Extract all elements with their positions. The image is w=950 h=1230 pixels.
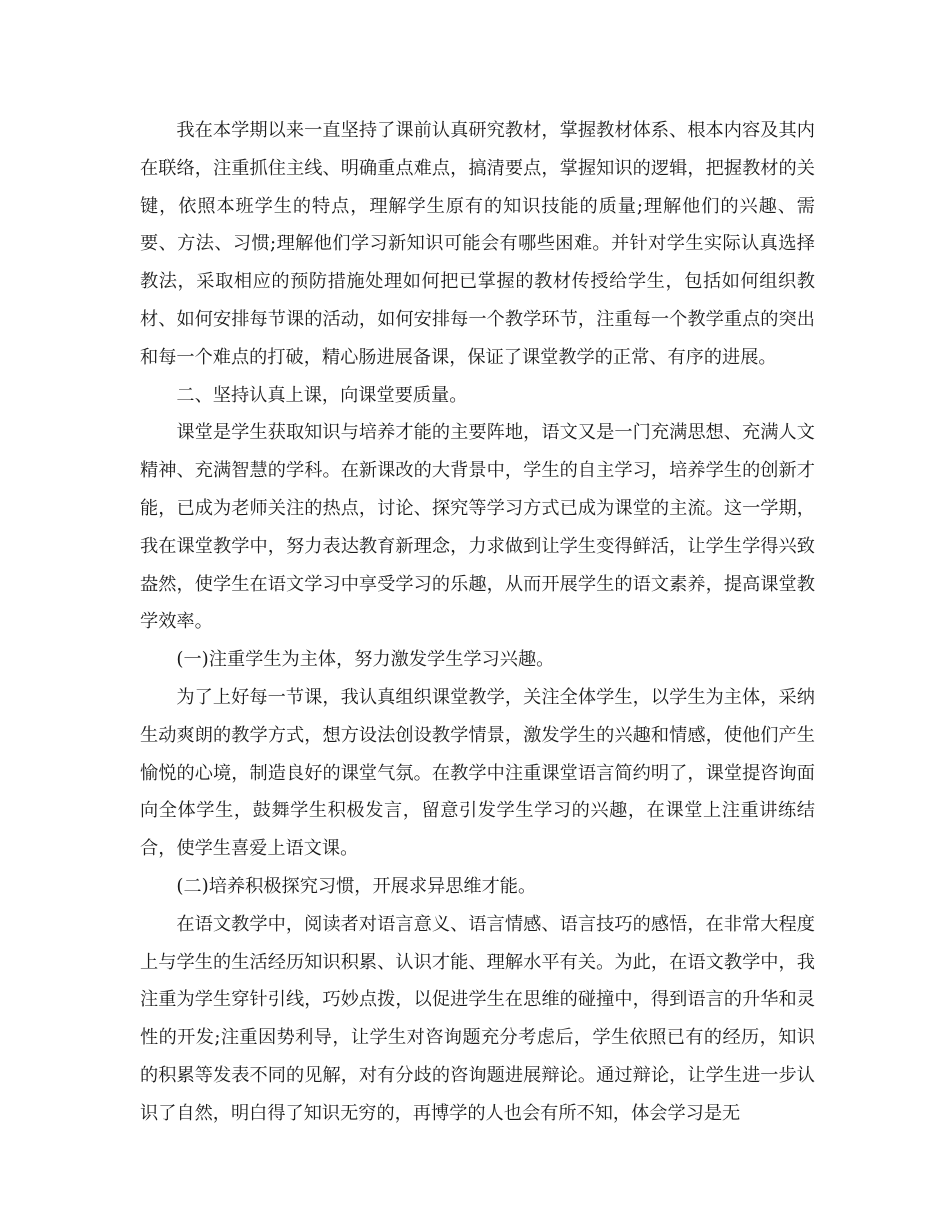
paragraph-student-interest: 为了上好每一节课，我认真组织课堂教学，关注全体学生，以学生为主体，采纳生动爽朗的教学方式，想方设法创设教学情景，激发学生的兴趣和情感，使他们产生愉悦的心境，制造良好的课堂气氛。在教学中注重课堂语言简约明了，课堂提咨询面向全体学生，鼓舞学生积极发言，留意引发学生学习的兴趣，在课堂上注重讲练结合，使学生喜爱上语文课。 [140, 686, 815, 860]
subsection-heading-inquiry-habits: (二)培养积极探究习惯，开展求异思维才能。 [176, 875, 537, 897]
document-body [140, 112, 815, 1133]
paragraph-lesson-preparation: 我在本学期以来一直坚持了课前认真研究教材，掌握教材体系、根本内容及其内在联络，注重抓住主线、明确重点难点，搞清要点，掌握知识的逻辑，把握教材的关键，依照本班学生的特点，理解学生原有的知识技能的质量;理解他们的兴趣、需要、方法、习惯;理解他们学习新知识可能会有哪些困难。并针对学生实际认真选择教法，采取相应的预防措施处理如何把已掌握的教材传授给学生，包括如何组织教材、如何安排每节课的活动，如何安排每一个教学环节，注重每一个教学重点的突出和每一个难点的打破，精心肠进展备课，保证了课堂教学的正常、有序的进展。 [140, 120, 815, 368]
paragraph-classroom-teaching: 课堂是学生获取知识与培养才能的主要阵地，语文又是一门充满思想、充满人文精神、充满智慧的学科。在新课改的大背景中，学生的自主学习，培养学生的创新才能，已成为老师关注的热点，讨论、探究等学习方式已成为课堂的主流。这一学期，我在课堂教学中，努力表达教育新理念，力求做到让学生变得鲜活，让学生学得兴致盎然，使学生在语文学习中享受学习的乐趣，从而开展学生的语文素养，提高课堂教学效率。 [140, 422, 815, 633]
paragraph-inquiry-thinking: 在语文教学中，阅读者对语言意义、语言情感、语言技巧的感悟，在非常大程度上与学生的生活经历知识积累、认识才能、理解水平有关。为此，在语文教学中，我注重为学生穿针引线，巧妙点拨，以促进学生在思维的碰撞中，得到语言的升华和灵性的开发;注重因势利导，让学生对咨询题充分考虑后，学生依照已有的经历，知识的积累等发表不同的见解，对有分歧的咨询题进展辩论。通过辩论，让学生进一步认识了自然，明白得了知识无穷的，再博学的人也会有所不知，体会学习是无 [140, 913, 815, 1124]
subsection-heading-student-centered: (一)注重学生为主体，努力激发学生学习兴趣。 [176, 649, 555, 671]
section-heading-class-quality: 二、坚持认真上课，向课堂要质量。 [176, 384, 468, 406]
